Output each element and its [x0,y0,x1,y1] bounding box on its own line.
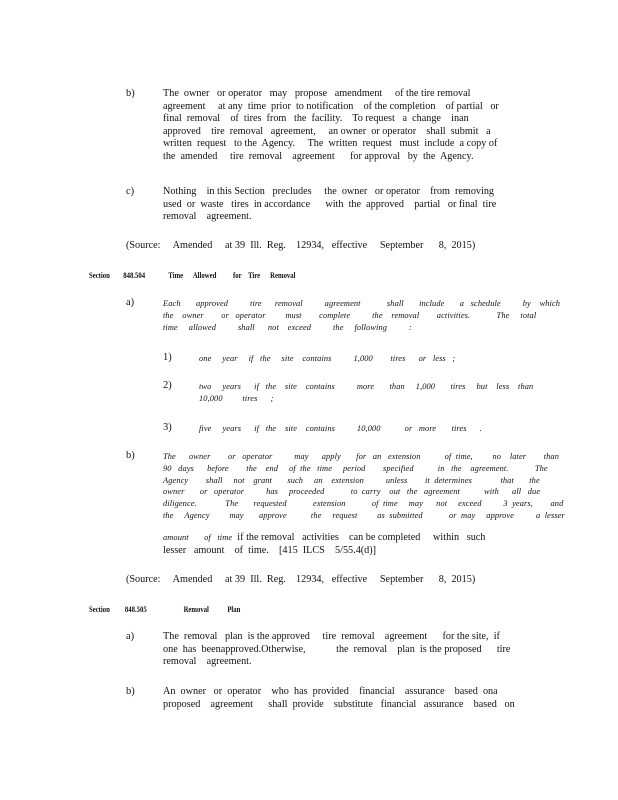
source-note: (Source: Amended at 39 Ill. Reg. 12934, effective September 8, 2015) [126,574,476,585]
item-label-3: 3) [163,422,172,433]
text-line [163,532,515,545]
paragraph-b-amendment [163,88,519,164]
text-line: the Agency may approve the request as submitted or may approve a lesser [163,510,565,520]
text-line: removal agreement. [163,211,252,223]
text-line: one year if the site contains 1,000 tires or less ; [199,354,456,363]
text-line: written request to the Agency. The written request must include a copy of [163,138,498,150]
text-line: 90 days before the end of the time period specified in the agreement. The [163,463,548,473]
paragraph-a-schedule [163,298,561,333]
section-heading-848-504: Section 848.504 Time Allowed for Tire Removal [89,270,296,280]
paragraph-b-extension [163,451,565,522]
paragraph-label-c: c) [126,186,135,197]
text-line: Each approved tire removal agreement shall include a schedule by which [163,299,561,308]
paragraph-label-a-plan: a) [126,631,135,642]
paragraph-label-b: b) [126,88,135,99]
text-line: agreement at any time prior to notification of the completion of partial or [163,100,499,112]
paragraph-c-nothing-precludes [163,186,508,224]
text-line: used or waste tires in accordance with the approved partial or final tire [163,198,497,210]
item-label-1: 1) [163,352,172,363]
text-line: the amended tire removal agreement for approval by the Agency. [163,150,474,162]
item-one-year [199,353,499,365]
text-line: final removal of tires from the facility. To request a change inan [163,113,469,125]
source-note: (Source: Amended at 39 Ill. Reg. 12934, effective September 8, 2015) [126,240,476,251]
section-heading-848-505: Section 848.505 Removal Plan [89,604,241,614]
paragraph-label-b-assurance: b) [126,686,135,697]
text-fragment: if the removal activities can be completed within such [232,532,486,543]
text-line: lesser amount of time. [415 ILCS 5/55.4(d)] [163,544,377,556]
italic-fragment: amount of time [163,533,233,542]
text-line: The owner or operator may apply for an extension of time, no later than [163,452,560,461]
text-line: Nothing in this Section precludes the owner or operator from removing [163,186,495,197]
paragraph-b-financial-assurance [163,686,515,711]
text-line: The owner or operator may propose amendment of the tire removal [163,88,471,99]
item-label-2: 2) [163,380,172,391]
paragraph-label-a: a) [126,297,135,308]
text-line: proposed agreement shall provide substitute financial assurance based on [163,698,515,710]
text-line: diligence. The requested extension of time may not exceed 3 years, and [163,499,564,509]
text-line: The removal plan is the approved tire removal agreement for the site, if [163,631,500,642]
item-two-years [199,381,534,405]
text-line: two years if the site contains more than 1,000 tires but less than [199,382,534,391]
text-line: 10,000 tires ; [199,393,274,403]
text-line: five years if the site contains 10,000 or more tires . [199,424,483,433]
text-line: removal agreement. [163,656,252,668]
paragraph-label-b-extension: b) [126,450,135,461]
paragraph-b-extension-end [163,532,515,557]
text-line: time allowed shall not exceed the following : [163,322,412,332]
text-line: approved tire removal agreement, an owner or operator shall submit a [163,125,491,137]
text-line: one has beenapproved.Otherwise, the removal plan is the proposed tire [163,643,511,655]
text-line: An owner or operator who has provided financial assurance based ona [163,686,498,697]
text-line: the owner or operator must complete the removal activities. The total [163,310,537,320]
text-line: owner or operator has proceeded to carry out the agreement with all due [163,487,541,497]
item-five-years [199,423,499,435]
text-line: Agency shall not grant such an extension unless it determines that the [163,475,540,485]
paragraph-a-removal-plan [163,631,511,669]
